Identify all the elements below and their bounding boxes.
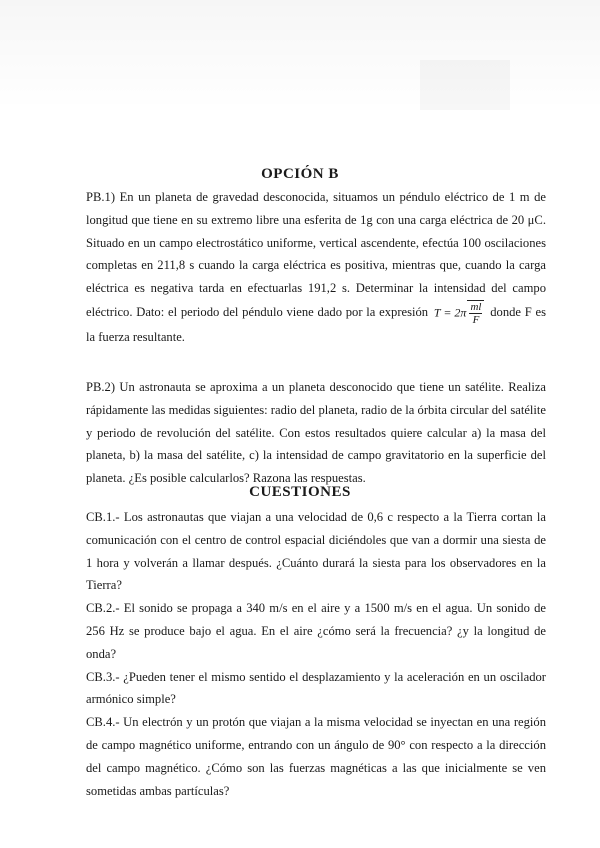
formula-sqrt [467, 300, 484, 326]
problem-pb2: PB.2) Un astronauta se aproxima a un planeta desconocido que tiene un satélite. Realiza rápidamente las medidas siguientes: radio del planeta, radio de la órbita circular del satélite y periodo de revolución del satélite. Con estos resultados quiere calcular a) la masa del planeta, b) la masa del satélite, c) la intensidad de campo gravitatorio en la superficie del planeta. ¿Es posible calcularlos? Razona las respuestas. [86, 380, 546, 486]
formula-prefix: T = 2π [433, 305, 467, 320]
question-cb4: CB.4.- Un electrón y un protón que viajan a la misma velocidad se inyectan en una región de campo magnético uniforme, entrando con un ángulo de 90° con respecto a la dirección del campo magnético. ¿Cómo son las fuerzas magnéticas a las que inicialmente se ven sometidas ambas partículas? [86, 715, 546, 798]
question-cb3: CB.3.- ¿Pueden tener el mismo sentido el desplazamiento y la aceleración en un oscilador armónico simple? [86, 669, 546, 707]
scan-shading [0, 0, 600, 110]
questions-list [86, 506, 546, 802]
formula-fraction [469, 301, 482, 326]
question-cb1: CB.1.- Los astronautas que viajan a una velocidad de 0,6 c respecto a la Tierra cortan la comunicación con el centro de control espacial diciéndoles que van a dormir una siesta de 1 hora y volverán a llamar después. ¿Cuánto durará la siesta para los observadores en la Tierra? [86, 510, 546, 593]
formula-numerator: ml [470, 300, 482, 313]
period-formula [434, 300, 485, 326]
formula-denominator: F [472, 313, 480, 326]
question-cb2: CB.2.- El sonido se propaga a 340 m/s en el aire y a 1500 m/s en el agua. Un sonido de 256 Hz se produce bajo el agua. En el aire ¿cómo será la frecuencia? ¿y la longitud de onda? [86, 601, 546, 661]
scan-shading-patch [420, 60, 510, 110]
option-title: OPCIÓN B [261, 166, 339, 182]
questions-title: CUESTIONES [249, 484, 351, 500]
problem-pb1 [86, 186, 546, 349]
pb1-text: PB.1) En un planeta de gravedad desconocida, situamos un péndulo eléctrico de 1 m de longitud que tiene en su extremo libre una esferita de 1g con una carga eléctrica de 20 μC. Situado en un campo electrostático uniforme, vertical ascendente, efectúa 100 oscilaciones completas en 211,8 s cuando la carga eléctrica es positiva, mientras que, cuando la carga eléctrica es negativa tarda en efectuarlas 191,2 s. Determinar la intensidad del campo eléctrico. Dato: el periodo del péndulo viene dado por la expresión [86, 190, 546, 319]
pb1-text-after: donde F es la fuerza resultante. [86, 304, 546, 344]
